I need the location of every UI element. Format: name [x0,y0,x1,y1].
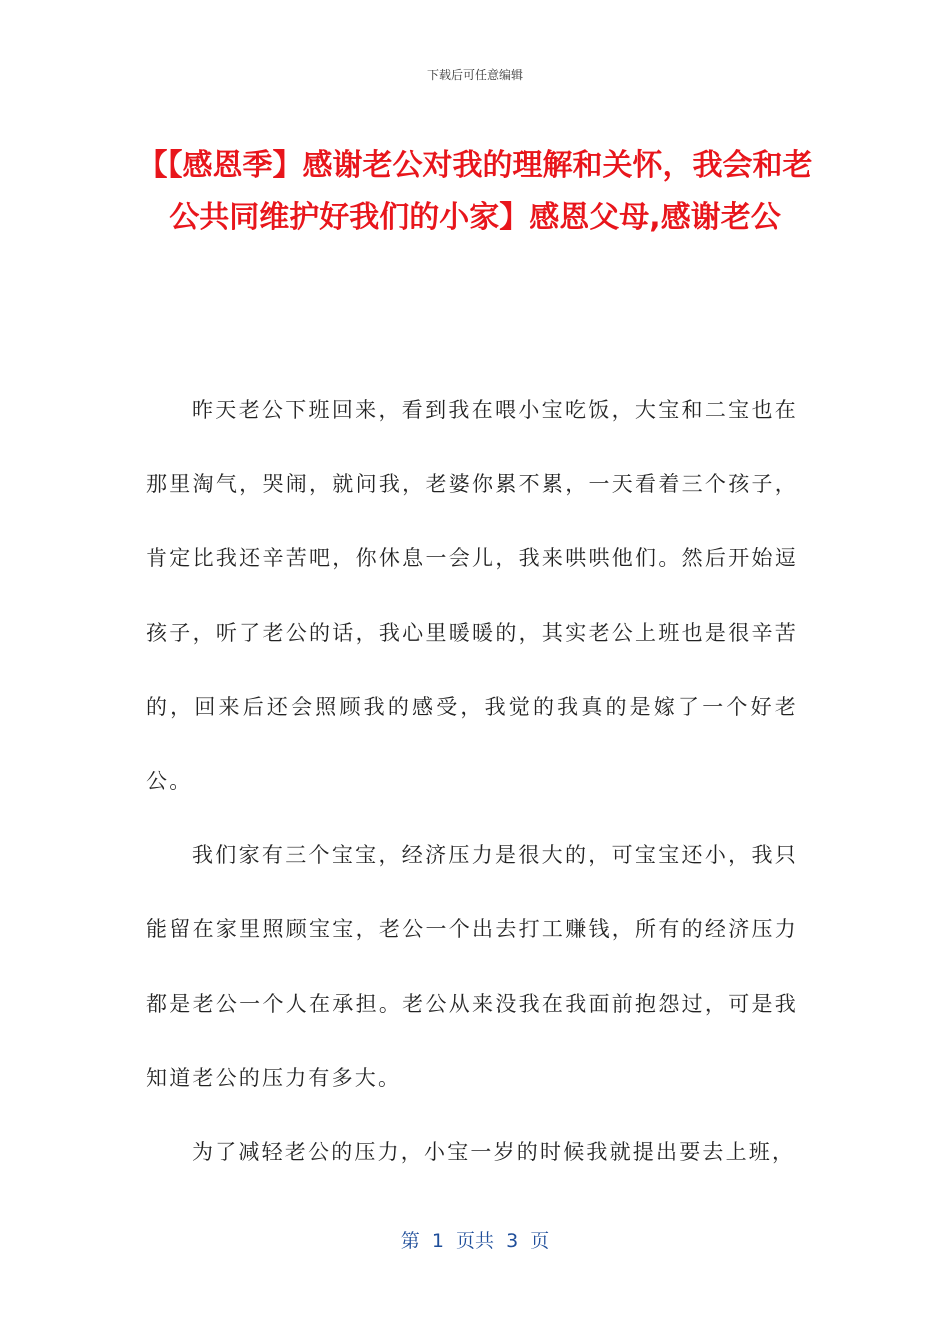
page-number-footer: 第 1 页共 3 页 [400,1230,550,1252]
header-note: 下载后可任意编辑 [426,68,523,82]
document-body [146,373,798,1189]
document-title: 【【感恩季】感谢老公对我的理解和关怀，我会和老公共同维护好我们的小家】感恩父母,感谢老公 [137,148,813,235]
paragraph-3: 为了减轻老公的压力，小宝一岁的时候我就提出要去上班， [192,1140,796,1165]
paragraph-1: 昨天老公下班回来，看到我在喂小宝吃饭，大宝和二宝也在那里淘气，哭闹，就问我，老婆你累不累，一天看着三个孩子，肯定比我还辛苦吧，你休息一会儿，我来哄哄他们。然后开始逗孩子，听了老公的话，我心里暖暖的，其实老公上班也是很辛苦的，回来后还会照顾我的感受，我觉的我真的是嫁了一个好老公。 [146,398,798,794]
paragraph-2: 我们家有三个宝宝，经济压力是很大的，可宝宝还小，我只能留在家里照顾宝宝，老公一个出去打工赚钱，所有的经济压力都是老公一个人在承担。老公从来没我在我面前抱怨过，可是我知道老公的压力有多大。 [146,843,798,1090]
